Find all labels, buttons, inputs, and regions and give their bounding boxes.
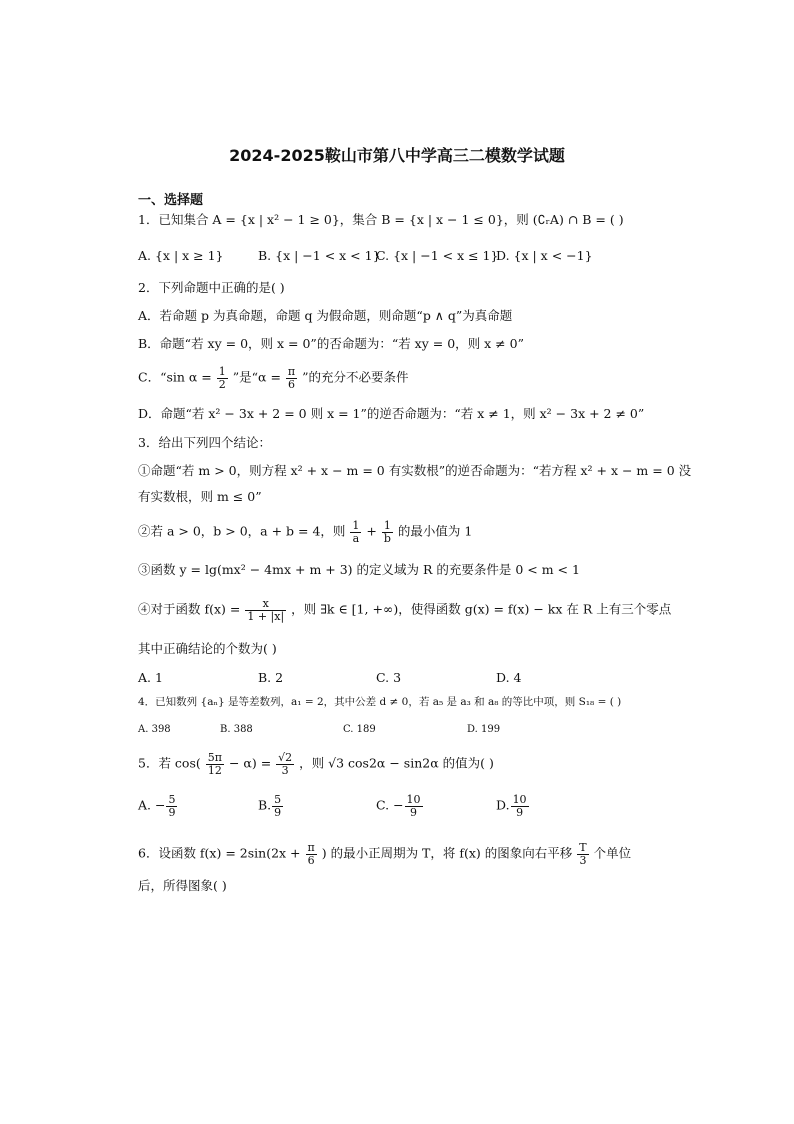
fraction: [206, 752, 224, 776]
fraction-den: 3: [579, 853, 587, 867]
question-4-options: [138, 724, 678, 744]
q5-option-a: [138, 794, 178, 818]
q2c-post: ”的充分不必要条件: [302, 369, 409, 385]
q1-option-d: D. {x | x < −1}: [496, 248, 593, 263]
q5-option-b: [258, 794, 284, 818]
q4-option-d: D. 199: [467, 724, 501, 735]
fraction-den: a: [352, 531, 360, 545]
q1-option-b: B. {x | −1 < x < 1}: [258, 248, 381, 263]
fraction: [382, 520, 393, 544]
fraction-num: 1: [382, 520, 393, 533]
question-4-stem: 4．已知数列 {aₙ} 是等差数列，a₁ = 2，其中公差 d ≠ 0，若 a₅ 是 a₃ 和 a₈ 的等比中项，则 S₁₈ = ( ): [138, 696, 622, 708]
q3-statement-1b: 有实数根，则 m ≤ 0”: [138, 489, 262, 504]
q2-option-c: [138, 366, 409, 390]
q4-option-a: A. 398: [138, 724, 171, 735]
q5-post: ，则 √3 cos2α − sin2α 的值为( ): [299, 755, 494, 771]
q2-option-b: B．命题“若 xy = 0，则 x = 0”的否命题为：“若 xy = 0，则 x ≠ 0”: [138, 336, 524, 351]
question-1-options: [138, 248, 678, 268]
fraction: [306, 842, 317, 866]
question-5-options: [138, 794, 678, 824]
q2-option-a: A．若命题 p 为真命题，命题 q 为假命题，则命题“p ∧ q”为真命题: [138, 308, 513, 323]
s2-post: 的最小值为 1: [397, 523, 473, 539]
opt-prefix: B.: [258, 797, 272, 813]
fraction: [405, 794, 423, 818]
question-1-stem: 1．已知集合 A = {x | x² − 1 ≥ 0}，集合 B = {x | x − 1 ≤ 0}，则 (∁ᵣA) ∩ B = ( ): [138, 212, 624, 227]
q1-option-c: C. {x | −1 < x ≤ 1}: [376, 248, 499, 263]
q3-option-d: D. 4: [496, 670, 522, 685]
q2c-mid: ”是“α =: [232, 369, 281, 385]
q4-option-c: C. 189: [343, 724, 376, 735]
fraction-num: T: [579, 841, 587, 854]
question-6-line2: 后，所得图象( ): [138, 878, 227, 893]
question-3-options: [138, 670, 678, 690]
fraction-den: 9: [516, 805, 524, 819]
fraction-den: 2: [218, 377, 226, 391]
fraction-num: 5π: [207, 751, 222, 764]
q3-statement-2: [138, 520, 472, 544]
fraction: [286, 366, 297, 390]
q3-statement-1a: ①命题“若 m > 0，则方程 x² + x − m = 0 有实数根”的逆否命题为：“若方程 x² + x − m = 0 没: [138, 463, 692, 478]
fraction-den: 6: [288, 377, 296, 391]
fraction-num: π: [307, 841, 315, 854]
q3-option-a: A. 1: [138, 670, 163, 685]
fraction: [511, 794, 529, 818]
s2-pre: ②若 a > 0，b > 0，a + b = 4，则: [138, 523, 346, 539]
fraction: [276, 752, 294, 776]
question-3-stem: 3．给出下列四个结论：: [138, 435, 271, 450]
opt-prefix: C. −: [376, 797, 404, 813]
q2c-pre: C．“sin α =: [138, 369, 212, 385]
q5-mid: − α) =: [228, 755, 272, 771]
fraction-num: 5: [274, 793, 282, 806]
q5-option-c: [376, 794, 424, 818]
fraction-den: 9: [168, 805, 176, 819]
question-6-stem: [138, 842, 631, 866]
q5-pre: 5．若 cos(: [138, 755, 201, 771]
q6-mid: ) 的最小正周期为 T，将 f(x) 的图象向右平移: [321, 845, 573, 861]
fraction: [577, 842, 588, 866]
q2-option-d: D．命题“若 x² − 3x + 2 = 0 则 x = 1”的逆否命题为：“若 x ≠ 1，则 x² − 3x + 2 ≠ 0”: [138, 406, 645, 421]
q6-pre: 6．设函数 f(x) = 2sin(2x +: [138, 845, 301, 861]
fraction-num: π: [287, 365, 296, 378]
fraction: [217, 366, 228, 390]
q3-option-b: B. 2: [258, 670, 284, 685]
opt-prefix: D.: [496, 797, 510, 813]
q5-option-d: [496, 794, 530, 818]
s4-pre: ④对于函数 f(x) =: [138, 601, 241, 617]
q6-post: 个单位: [593, 845, 632, 861]
fraction-num: 10: [512, 793, 527, 806]
fraction-num: 10: [406, 793, 421, 806]
q1-option-a: A. {x | x ≥ 1}: [138, 248, 224, 263]
fraction: [350, 520, 361, 544]
fraction-den: 9: [274, 805, 282, 819]
fraction-num: 1: [352, 519, 360, 532]
opt-prefix: A. −: [138, 797, 166, 813]
fraction-den: 1 + |x|: [247, 609, 285, 623]
fraction-num: √2: [278, 751, 293, 764]
fraction: [272, 794, 283, 818]
fraction-den: 12: [207, 763, 222, 777]
q4-option-b: B. 388: [220, 724, 253, 735]
s4-post: ，则 ∃k ∈ [1, +∞)，使得函数 g(x) = f(x) − kx 在 R 上有三个零点: [291, 601, 672, 617]
fraction-den: 9: [410, 805, 418, 819]
q3-statement-3: ③函数 y = lg(mx² − 4mx + m + 3) 的定义域为 R 的充要条件是 0 < m < 1: [138, 562, 580, 577]
question-5-stem: [138, 752, 494, 776]
section-heading: 一、选择题: [138, 193, 204, 208]
fraction-den: 3: [281, 763, 289, 777]
fraction: [245, 598, 286, 622]
q3-question: 其中正确结论的个数为( ): [138, 641, 277, 656]
fraction-den: b: [383, 531, 391, 545]
page-title: 2024-2025鞍山市第八中学高三二模数学试题: [229, 146, 565, 165]
fraction-num: x: [245, 598, 286, 611]
fraction-num: 5: [168, 793, 176, 806]
q3-option-c: C. 3: [376, 670, 402, 685]
fraction-num: 1: [218, 365, 226, 378]
q3-statement-4: [138, 598, 671, 622]
question-2-stem: 2．下列命题中正确的是( ): [138, 280, 285, 295]
fraction: [166, 794, 177, 818]
s2-plus: +: [366, 523, 377, 539]
fraction-den: 6: [307, 853, 315, 867]
